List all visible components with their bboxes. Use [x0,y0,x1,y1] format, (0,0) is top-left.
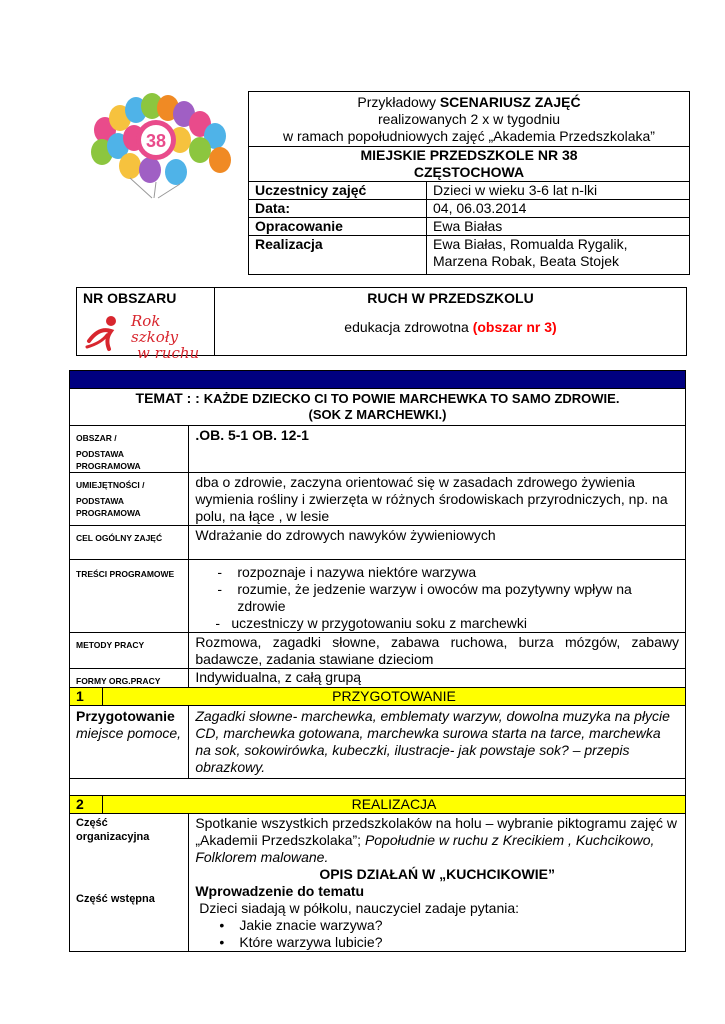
obszar-label-line: PODSTAWA PROGRAMOWA [76,449,141,471]
org-label-cell [70,814,189,952]
header-row [249,200,690,218]
formy-label: FORMY ORG.PRACY [70,669,189,688]
prep-label-main: Przygotowanie [76,708,175,724]
obszar-label [70,426,189,473]
area-title: RUCH W PRZEDSZKOLU [367,290,534,306]
org-label: Część organizacyjna [76,817,150,843]
realizacja-content [189,814,686,952]
row-value: Dzieci w wieku 3-6 lat n-lki [427,182,690,200]
org-text-italic: Popołudnie w ruchu z Krecikiem , Kuchcikowo, Folklorem malowane. [195,832,655,865]
umiej-text1: dba o zdrowie, zaczyna orientować się w zasadach zdrowego żywienia [195,474,635,490]
row-value: Ewa Białas [427,218,690,236]
row-value: Ewa Białas, Romualda Rygalik, Marzena Robak, Beata Stojek [427,236,690,275]
question-item: • Które warzywa lubicie? [219,934,383,950]
topic-sub: (SOK Z MARCHEWKI.) [308,407,447,422]
tresci-item: - rozpoznaje i nazywa niektóre warzywa [217,564,477,580]
section-2-header [70,796,686,814]
wstep-label: Część wstępna [76,893,155,905]
navy-bar [70,371,686,389]
question-item: • Jakie znacie warzywa? [219,917,383,933]
cel-label: CEL OGÓLNY ZAJĘĆ [70,526,189,560]
section-title: PRZYGOTOWANIE [103,688,686,706]
spacer-row [70,779,686,796]
svg-text:38: 38 [145,131,167,151]
prep-label-sub: miejsce pomoce, [76,725,182,741]
section-number: 1 [70,688,103,706]
section-number: 2 [70,796,103,814]
obszar-label-line: OBSZAR / [76,433,117,443]
opis-heading: OPIS DZIAŁAŃ W „KUCHCIKOWIE” [319,866,555,882]
row-label: Opracowanie [249,218,427,236]
umiej-label-line: PODSTAWA PROGRAMOWA [76,496,141,518]
row-label: Realizacja [249,236,427,275]
header-table [248,91,690,275]
umiej-text2: wymienia rośliny i zwierzęta w różnych środowiskach przyrodniczych, np. na polu, na łące , w lesie [195,491,668,524]
main-table [69,370,686,952]
area-label-cell [77,288,215,362]
umiej-label-line: UMIEJĘTNOŚCI / [76,480,145,490]
title-line2: realizowanych 2 x w tygodniu [377,111,561,127]
wstep-text: Dzieci siadają w półkolu, nauczyciel zadaje pytania: [195,900,520,916]
area-subtitle-red: (obszar nr 3) [472,319,557,335]
metody-value: Rozmowa, zagadki słowne, zabawa ruchowa, burza mózgów, zabawy badawcze, zadania stawiane dzieciom [189,633,686,669]
prep-value: Zagadki słowne- marchewka, emblematy warzyw, dowolna muzyka na płycie CD, marchewka gotowana, marchewka surowa starta na tarce, marchewka na sok, sokowirówka, kubeczki, ilustracje- jak powstaje sok? – przepis obrazkowy. [189,706,686,779]
school-name: MIEJSKIE PRZEDSZKOLE NR 38 [360,147,578,163]
title-bold: SCENARIUSZ ZAJĘĆ [439,94,581,110]
umiej-label [70,473,189,526]
topic-cell [70,389,686,426]
area-title-cell [215,288,687,356]
runner-icon [85,313,125,353]
logo-line1: Rok szkoły [131,312,179,346]
row-value: 04, 06.03.2014 [427,200,690,218]
tresci-list [189,560,686,633]
cel-value: Wdrażanie do zdrowych nawyków żywieniowych [189,526,686,560]
tresci-item: - uczestniczy w przygotowaniu soku z marchewki [215,615,527,631]
rok-szkoly-logo [83,311,208,362]
area-subtitle: edukacja zdrowotna [344,319,473,335]
section-1-header [70,688,686,706]
tresci-label: TREŚCI PROGRAMOWE [70,560,189,633]
prep-label [70,706,189,779]
section-title: REALIZACJA [103,796,686,814]
topic: KAŻDE DZIECKO CI TO POWIE MARCHEWKA TO SAMO ZDROWIE. [203,391,620,406]
row-label: Data: [249,200,427,218]
logo-line2: w ruchu [137,344,200,362]
header-row [249,218,690,236]
area-label: NR OBSZARU [83,290,177,306]
row-label: Uczestnicy zajęć [249,182,427,200]
school-city: CZĘSTOCHOWA [413,164,525,180]
tresci-item: - rozumie, że jedzenie warzyw i owoców ma pozytywny wpływ na zdrowie [217,581,632,614]
balloon-logo [80,90,240,200]
title-line3: w ramach popołudniowych zajęć „Akademia Przedszkolaka” [283,128,655,144]
topic-prefix: TEMAT : : [135,390,204,406]
header-row [249,182,690,200]
umiej-value [189,473,686,526]
area-table [76,287,687,362]
header-row [249,236,690,275]
title-prefix: Przykładowy [357,94,440,110]
formy-value: Indywidualna, z całą grupą [189,669,686,688]
obszar-value: .OB. 5-1 OB. 12-1 [189,426,686,473]
header-title-cell [249,92,690,147]
school-cell [249,147,690,182]
wstep-title: Wprowadzenie do tematu [195,883,365,899]
org-text: Spotkanie wszystkich przedszkolaków na holu – wybranie piktogramu zajęć w „Akademii Przedszkolaka”; [195,815,677,848]
metody-label: METODY PRACY [70,633,189,669]
